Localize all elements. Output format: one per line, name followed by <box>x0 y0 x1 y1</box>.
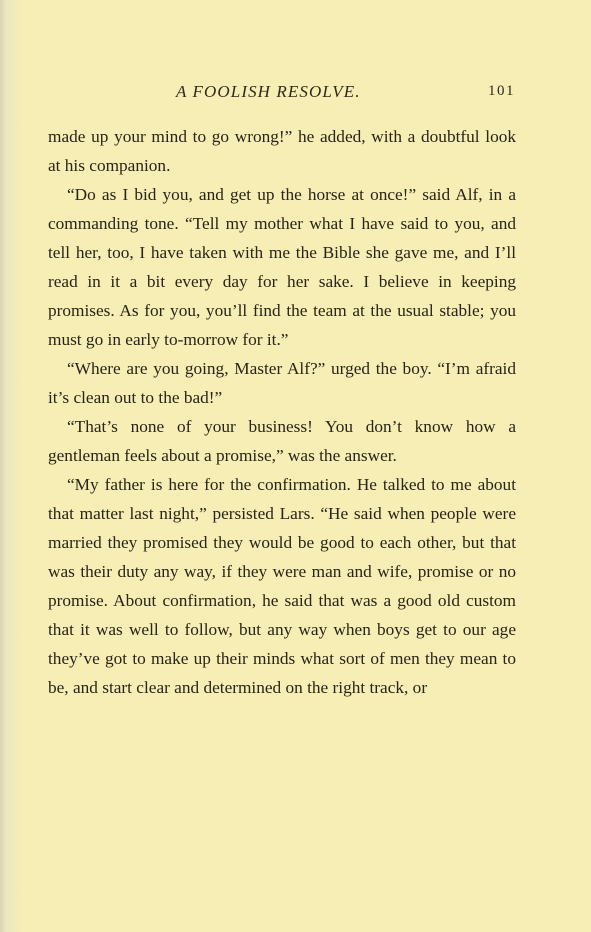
running-title: A FOOLISH RESOLVE. <box>176 82 361 101</box>
paragraph: “My father is here for the confirmation. He talked to me about that matter last night,” persisted Lars. “He said when people were married they promised they would be good to each other, but that was their duty any way, if they were man and wife, promise or no promise. About confirmation, he said that was a good old custom that it was well to follow, but any way when boys get to our age they’ve got to make up their minds what sort of men they mean to be, and start clear and determined on the right track, or <box>48 475 516 697</box>
body-text <box>48 122 516 702</box>
page-header <box>0 82 591 106</box>
paragraph: “Do as I bid you, and get up the horse at once!” said Alf, in a commanding tone. “Tell my mother what I have said to you, and tell her, too, I have taken with me the Bible she gave me, and I’ll read in it a bit every day for her sake. I believe in keeping promises. As for you, you’ll find the team at the usual stable; you must go in early to-morrow for it.” <box>48 185 516 349</box>
paragraph: made up your mind to go wrong!” he added, with a doubtful look at his companion. <box>48 127 516 175</box>
page-number: 101 <box>488 83 515 99</box>
paragraph: “That’s none of your business! You don’t know how a gentleman feels about a promise,” was the answer. <box>48 417 516 465</box>
paragraph: “Where are you going, Master Alf?” urged the boy. “I’m afraid it’s clean out to the bad!” <box>48 359 516 407</box>
